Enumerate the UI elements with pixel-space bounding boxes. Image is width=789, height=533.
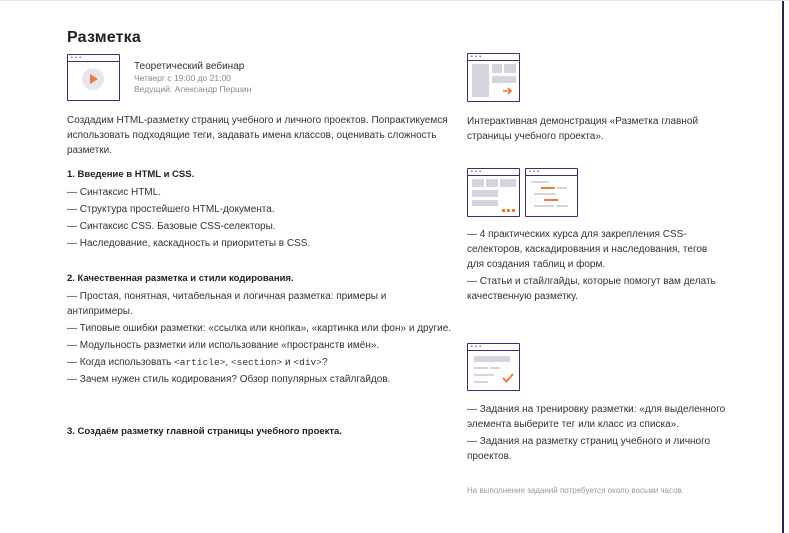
list-item: — Зачем нужен стиль кодирования? Обзор популярных стайлгайдов. — [67, 374, 391, 385]
code-div: <div> — [293, 357, 322, 368]
list-item: — Синтаксис HTML. — [67, 187, 161, 198]
list-item: — Задания на тренировку разметки: «для выделенного элемента выберите тег или класс из списка». — [467, 404, 726, 430]
intro-text: Создадим HTML-разметку страниц учебного и личного проектов. Попрактикуемся использовать подходящие теги, задавать имена классов, оценивать сложность разметки. — [67, 115, 448, 156]
play-button-icon — [68, 61, 118, 101]
section-2-list — [67, 289, 452, 389]
checkmark-icon — [501, 372, 515, 384]
webinar-info — [134, 60, 251, 95]
list-item: — Модульность разметки или использование «пространств имён». — [67, 340, 380, 351]
list-item-code: — Когда использовать <article>, <section> и <div>? — [67, 357, 328, 368]
list-item: — Наследование, каскадность и приоритеты в CSS. — [67, 238, 311, 249]
top-divider — [0, 0, 789, 1]
code-article: <article> — [174, 357, 226, 368]
courses-list — [467, 227, 717, 306]
section-1-heading: 1. Введение в HTML и CSS. — [67, 169, 195, 180]
demo-text: Интерактивная демонстрация «Разметка главной страницы учебного проекта». — [467, 116, 699, 142]
styleguide-icon[interactable]: • • • — [525, 168, 578, 217]
list-item: — Типовые ошибки разметки: «ссылка или кнопка», «картинка или фон» и другие. — [67, 323, 452, 334]
arrow-right-icon — [502, 87, 514, 95]
course-layout-icon[interactable]: • • • — [467, 168, 520, 217]
webinar-title: Теоретический вебинар — [134, 61, 245, 72]
list-item: — Задания на разметку страниц учебного и личного проектов. — [467, 436, 711, 462]
list-item: — Синтаксис CSS. Базовые CSS-селекторы. — [67, 221, 276, 232]
play-video-icon[interactable]: • • • — [67, 54, 120, 101]
section-3-heading: 3. Создаём разметку главной страницы учебного проекта. — [67, 426, 342, 437]
section-1-list — [67, 185, 457, 253]
webinar-schedule: Четверг с 19:00 до 21:00 — [134, 73, 231, 83]
tasks-note: На выполнение заданий потребуется около восьми часов. — [467, 486, 685, 495]
list-item: — Простая, понятная, читабельная и логичная разметка: примеры и антипримеры. — [67, 291, 387, 317]
page-title: Разметка — [67, 29, 141, 46]
webinar-host: Ведущий: Александр Першин — [134, 84, 252, 94]
task-check-icon[interactable]: • • • — [467, 343, 520, 391]
list-item: — 4 практических курса для закрепления CSS-селекторов, каскадирования и наследования, тегов для создания таблиц и форм. — [467, 229, 708, 270]
demo-page-icon[interactable]: • • • — [467, 53, 520, 102]
section-2-heading: 2. Качественная разметка и стили кодирования. — [67, 273, 294, 284]
tasks-list — [467, 402, 727, 466]
list-item: — Статьи и стайлгайды, которые помогут вам делать качественную разметку. — [467, 276, 716, 302]
list-item: — Структура простейшего HTML-документа. — [67, 204, 275, 215]
code-section: <section> — [230, 357, 283, 368]
